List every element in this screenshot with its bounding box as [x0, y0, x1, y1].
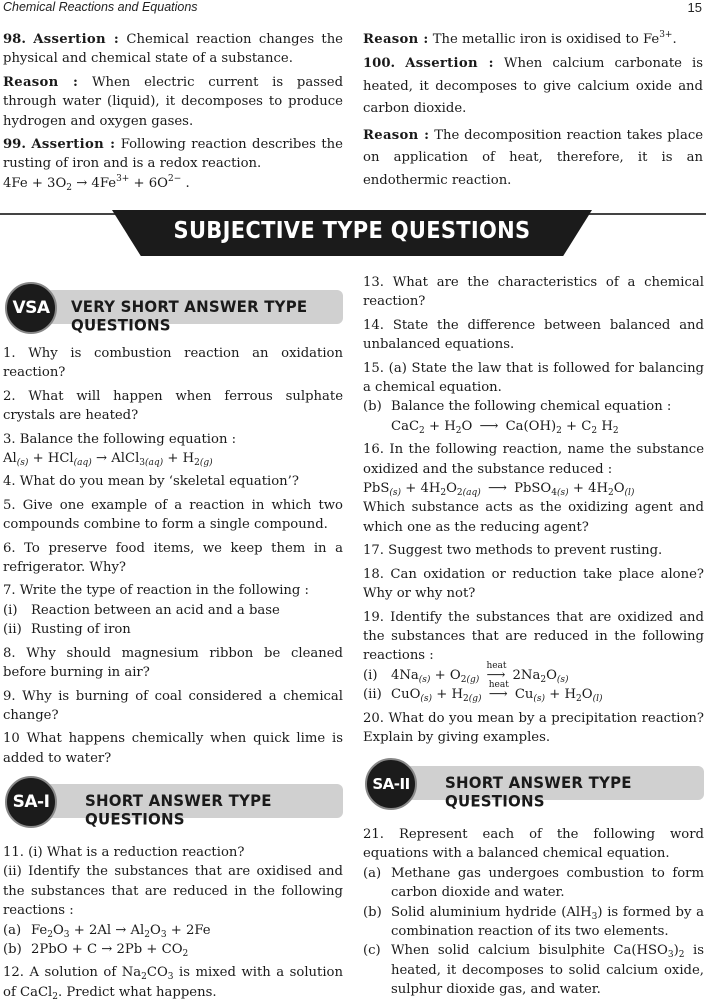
- equation-3: $Al_{(s)} + HCl_{(aq)}$ → AlCl$_{3(aq)}$ + $H_{2(g)}$: [3, 451, 213, 469]
- vsa-questions: [3, 344, 343, 772]
- section-title: SHORT ANSWER TYPE QUESTIONS: [85, 791, 272, 829]
- question-18: 18. Can oxidation or reduction take place alone? Why or why not?: [363, 566, 704, 602]
- question-19-option-ii: (ii) $CuO_{(s)} + H_{2(g)}$ heat ⟶ $Cu_{(s)} + H_2O_{(l)}$: [363, 680, 603, 705]
- question-19-option-i: (i) $4Na_{(s)} + O_{2(g)}$ heat ⟶ $2Na_2O_{(s)}$: [363, 660, 569, 685]
- page-header: [0, 0, 706, 18]
- question-99: 99. Assertion : Following reaction describes the rusting of iron and is a redox reaction.: [3, 137, 343, 172]
- top-left-column: [3, 30, 343, 197]
- question-15-option-b: (b) Balance the following chemical equation :: [363, 399, 672, 415]
- question-1: 1. Why is combustion reaction an oxidation reaction?: [3, 346, 343, 381]
- question-11: 11. (i) What is a reduction reaction?: [3, 845, 245, 860]
- question-98: 98. Assertion : Chemical reaction changes the physical and chemical state of a substance.: [3, 32, 343, 67]
- question-16-continued: Which substance acts as the oxidizing agent and which one as the reducing agent?: [363, 500, 704, 535]
- page-number: 15: [687, 0, 702, 15]
- section-banner: [0, 210, 706, 258]
- question-11-part-ii: (ii) Identify the substances that are oxidised and the substances that are reduced in the following reactions :: [3, 864, 343, 919]
- question-20: 20. What do you mean by a precipitation reaction? Explain by giving examples.: [363, 710, 704, 745]
- question-17: 17. Suggest two methods to prevent rusting.: [363, 543, 663, 559]
- question-5: 5. Give one example of a reaction in which two compounds combine to form a single compound.: [3, 497, 343, 533]
- vsa-section-header: [5, 282, 343, 335]
- question-100: 100. Assertion : When calcium carbonate is heated, it decomposes to give calcium oxide and carbon dioxide.: [363, 56, 703, 117]
- question-7-option-i: (i) Reaction between an acid and a base: [3, 602, 280, 618]
- question-14: 14. State the difference between balanced and unbalanced equations.: [363, 317, 704, 353]
- question-6: 6. To preserve food items, we keep them in a refrigerator. Why?: [3, 540, 343, 576]
- equation-16: $PbS_{(s)} + 4H_2O_{2(aq)}$ ⟶ PbSO$_{4(s)}$ + $4H_2O_{(l)}$: [363, 481, 635, 499]
- question-21-option-c: (c) When solid calcium bisulphite $Ca(HSO_3)_2$ is heated, it decomposes to solid calcium oxide, sulphur dioxide gas, and water.: [363, 943, 704, 998]
- question-11-option-b: (b) $2PbO + C \to 2Pb + CO_2$: [3, 942, 189, 960]
- vsa-badge: VSA: [5, 282, 57, 334]
- question-12: 12. A solution of $Na_2CO_3$ is mixed with a solution of CaCl$_2$. Predict what happens.: [3, 965, 343, 1002]
- question-99-reason: Reason : The metallic iron is oxidised to $Fe^{3+}$.: [363, 30, 677, 47]
- question-98-reason: Reason : When electric current is passed through water (liquid), it decomposes to produce hydrogen and oxygen gases.: [3, 74, 344, 129]
- sa2-questions: [363, 825, 704, 1000]
- sa1-badge: SA-I: [5, 776, 57, 828]
- question-15: 15. (a) State the law that is followed for balancing a chemical equation.: [363, 360, 704, 396]
- question-21: 21. Represent each of the following word equations with a balanced chemical equation.: [363, 827, 704, 862]
- question-8: 8. Why should magnesium ribbon be cleaned before burning in air?: [3, 645, 343, 681]
- question-7-option-ii: (ii) Rusting of iron: [3, 622, 131, 638]
- question-10: 10 What happens chemically when quick lime is added to water?: [3, 731, 343, 766]
- banner-title: SUBJECTIVE TYPE QUESTIONS: [173, 216, 531, 244]
- equation-99: $4Fe + 3O_2 \to 4Fe^{3+} + 6O^{2-}$ .: [3, 173, 190, 193]
- question-19: 19. Identify the substances that are oxidized and the substances that are reduced in the following reactions :: [363, 609, 704, 664]
- sa2-badge: SA-II: [365, 758, 417, 810]
- question-2: 2. What will happen when ferrous sulphate crystals are heated?: [3, 388, 343, 424]
- sa2-section-header: [365, 758, 704, 811]
- question-3: 3. Balance the following equation :: [3, 431, 237, 447]
- question-100-reason: Reason : The decomposition reaction takes place on application of heat, therefore, it is an endothermic reaction.: [363, 127, 704, 188]
- chapter-title: Chemical Reactions and Equations: [3, 0, 198, 14]
- top-right-column: [363, 30, 703, 196]
- right-column-questions: [363, 273, 704, 751]
- question-13: 13. What are the characteristics of a chemical reaction?: [363, 275, 704, 310]
- question-9: 9. Why is burning of coal considered a chemical change?: [3, 688, 343, 723]
- equation-15: $CaC_2 + H_2O$ ⟶ $Ca(OH)_2 + C_2$ $H_2$: [391, 418, 619, 436]
- question-7: 7. Write the type of reaction in the following :: [3, 583, 310, 599]
- section-title: VERY SHORT ANSWER TYPE QUESTIONS: [71, 297, 308, 335]
- question-21-option-b: (b) Solid aluminium hydride (AlH$_3$) is formed by a combination reaction of its two elements.: [363, 904, 704, 940]
- question-4: 4. What do you mean by ‘skeletal equation’?: [3, 474, 299, 490]
- section-title: SHORT ANSWER TYPE QUESTIONS: [445, 773, 632, 811]
- sa1-section-header: [5, 776, 343, 829]
- sa1-questions: [3, 843, 343, 1006]
- question-16: 16. In the following reaction, name the substance oxidized and the substance reduced :: [363, 442, 704, 477]
- question-11-option-a: (a) $Fe_2O_3 + 2Al \to Al_2O_3 + 2Fe$: [3, 922, 211, 940]
- question-21-option-a: (a) Methane gas undergoes combustion to form carbon dioxide and water.: [363, 865, 704, 901]
